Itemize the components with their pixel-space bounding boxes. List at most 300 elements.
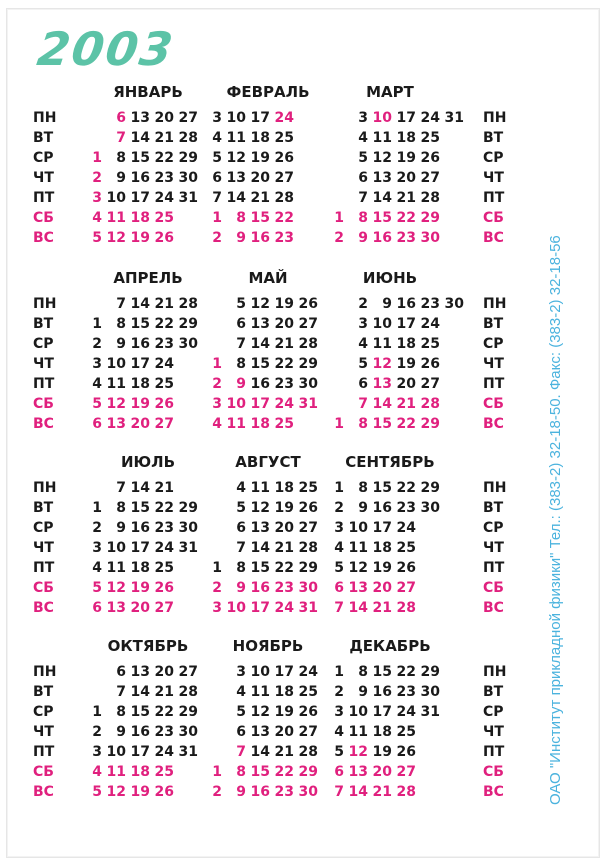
day-cell: 15 [130, 316, 150, 332]
weekday-label: ВС [483, 416, 504, 432]
day-cell: 6 [236, 316, 246, 332]
day-cell: 1 [212, 210, 222, 226]
day-cell: 20 [130, 416, 150, 432]
day-cell: 22 [396, 664, 416, 680]
month-name: МАРТ [366, 83, 414, 101]
day-cell: 11 [372, 130, 392, 146]
day-cell: 24 [154, 744, 174, 760]
day-cell: 28 [420, 396, 440, 412]
day-cell: 26 [154, 396, 174, 412]
day-cell: 14 [348, 600, 368, 616]
day-cell: 6 [358, 170, 368, 186]
day-cell: 13 [348, 764, 368, 780]
month-7 [83, 452, 213, 632]
day-cell: 17 [130, 190, 150, 206]
weekday-label: ЧТ [33, 540, 54, 556]
day-cell: 22 [274, 560, 294, 576]
day-cell: 14 [372, 190, 392, 206]
day-cell: 21 [274, 744, 294, 760]
day-cell: 5 [212, 150, 222, 166]
day-cell: 1 [334, 210, 344, 226]
day-cell: 4 [358, 130, 368, 146]
day-cell: 28 [396, 600, 416, 616]
day-cell: 16 [372, 684, 392, 700]
day-cell: 5 [92, 784, 102, 800]
day-cell: 13 [250, 520, 270, 536]
day-cell: 2 [334, 684, 344, 700]
quarter-block [0, 268, 606, 448]
weekday-label: СР [483, 150, 504, 166]
day-cell: 6 [358, 376, 368, 392]
day-cell: 18 [130, 764, 150, 780]
weekday-label: ЧТ [33, 170, 54, 186]
day-cell: 24 [298, 664, 318, 680]
year-title: 2003 [34, 22, 178, 76]
day-cell: 3 [358, 110, 368, 126]
day-cell: 23 [154, 336, 174, 352]
day-cell: 10 [106, 744, 126, 760]
day-cell: 19 [130, 784, 150, 800]
month-name: ИЮЛЬ [120, 453, 176, 471]
day-cell: 6 [334, 580, 344, 596]
month-10 [83, 636, 213, 816]
day-cell: 8 [116, 150, 126, 166]
day-cell: 4 [92, 210, 102, 226]
day-cell: 19 [274, 500, 294, 516]
month-name: НОЯБРЬ [232, 637, 304, 655]
day-cell: 6 [116, 110, 126, 126]
day-cell: 7 [358, 396, 368, 412]
day-cell: 7 [236, 336, 246, 352]
day-cell: 29 [298, 356, 318, 372]
day-cell: 28 [178, 684, 198, 700]
day-cell: 11 [106, 560, 126, 576]
day-cell: 14 [372, 396, 392, 412]
day-cell: 11 [106, 210, 126, 226]
day-cell: 31 [178, 190, 198, 206]
day-cell: 13 [250, 724, 270, 740]
day-cell: 1 [334, 664, 344, 680]
day-cell: 18 [250, 416, 270, 432]
weekday-label: СБ [33, 210, 54, 226]
day-cell: 22 [154, 150, 174, 166]
day-cell: 4 [92, 764, 102, 780]
day-cell: 30 [420, 500, 440, 516]
day-cell: 28 [420, 190, 440, 206]
day-cell: 17 [396, 110, 416, 126]
day-cell: 18 [130, 560, 150, 576]
day-cell: 13 [106, 600, 126, 616]
day-cell: 11 [106, 764, 126, 780]
day-cell: 10 [372, 110, 392, 126]
day-cell: 11 [226, 416, 246, 432]
weekday-label: ВТ [33, 684, 54, 700]
day-cell: 23 [154, 724, 174, 740]
day-cell: 30 [178, 336, 198, 352]
day-cell: 4 [358, 336, 368, 352]
day-cell: 25 [396, 724, 416, 740]
weekday-label: СБ [33, 764, 54, 780]
day-cell: 10 [348, 520, 368, 536]
day-cell: 22 [396, 416, 416, 432]
day-cell: 17 [396, 316, 416, 332]
day-cell: 10 [372, 316, 392, 332]
day-cell: 26 [274, 150, 294, 166]
day-cell: 20 [274, 724, 294, 740]
day-cell: 21 [250, 190, 270, 206]
day-cell: 15 [130, 704, 150, 720]
weekday-label: ПН [483, 664, 507, 680]
day-cell: 3 [92, 540, 102, 556]
day-cell: 29 [420, 480, 440, 496]
day-cell: 16 [130, 724, 150, 740]
month-2 [203, 82, 333, 262]
day-cell: 2 [92, 520, 102, 536]
day-cell: 25 [154, 210, 174, 226]
day-cell: 24 [396, 520, 416, 536]
day-cell: 19 [372, 744, 392, 760]
day-cell: 18 [130, 376, 150, 392]
day-cell: 30 [444, 296, 464, 312]
day-cell: 26 [154, 230, 174, 246]
day-cell: 7 [116, 130, 126, 146]
day-cell: 10 [106, 540, 126, 556]
weekday-label: ВТ [483, 316, 504, 332]
day-cell: 21 [154, 130, 174, 146]
day-cell: 30 [298, 376, 318, 392]
weekday-label: ВС [33, 600, 54, 616]
day-cell: 23 [396, 230, 416, 246]
day-cell: 13 [372, 376, 392, 392]
day-cell: 14 [130, 296, 150, 312]
day-cell: 24 [274, 600, 294, 616]
day-cell: 22 [274, 764, 294, 780]
day-cell: 10 [106, 356, 126, 372]
weekday-label: ЧТ [33, 356, 54, 372]
weekday-label: ПТ [483, 190, 505, 206]
weekday-label: ЧТ [483, 540, 504, 556]
day-cell: 12 [372, 150, 392, 166]
day-cell: 20 [396, 170, 416, 186]
day-cell: 16 [250, 376, 270, 392]
day-cell: 27 [420, 376, 440, 392]
day-cell: 16 [396, 296, 416, 312]
day-cell: 17 [130, 540, 150, 556]
day-cell: 15 [130, 150, 150, 166]
day-cell: 8 [116, 316, 126, 332]
day-cell: 26 [298, 500, 318, 516]
day-cell: 23 [420, 296, 440, 312]
day-cell: 7 [212, 190, 222, 206]
weekday-label: ПН [33, 664, 57, 680]
day-cell: 29 [420, 416, 440, 432]
day-cell: 9 [116, 724, 126, 740]
day-cell: 28 [298, 540, 318, 556]
weekday-label: ВТ [483, 684, 504, 700]
day-cell: 21 [274, 336, 294, 352]
quarter-block [0, 82, 606, 262]
day-cell: 10 [106, 190, 126, 206]
month-3 [325, 82, 464, 262]
day-cell: 28 [396, 784, 416, 800]
day-cell: 8 [358, 210, 368, 226]
day-cell: 28 [274, 190, 294, 206]
day-cell: 20 [154, 664, 174, 680]
day-cell: 7 [236, 744, 246, 760]
weekday-label: СБ [33, 396, 54, 412]
day-cell: 1 [92, 704, 102, 720]
day-cell: 9 [236, 230, 246, 246]
day-cell: 17 [372, 704, 392, 720]
weekday-label: ВТ [33, 316, 54, 332]
day-cell: 13 [130, 664, 150, 680]
day-cell: 11 [348, 724, 368, 740]
day-cell: 14 [130, 130, 150, 146]
day-cell: 24 [274, 396, 294, 412]
day-cell: 12 [106, 396, 126, 412]
day-cell: 7 [334, 600, 344, 616]
day-cell: 2 [92, 336, 102, 352]
day-cell: 7 [116, 684, 126, 700]
day-cell: 10 [348, 704, 368, 720]
day-cell: 15 [250, 356, 270, 372]
day-cell: 17 [130, 744, 150, 760]
day-cell: 9 [358, 230, 368, 246]
month-12 [325, 636, 455, 816]
weekday-label: ПН [33, 480, 57, 496]
day-cell: 20 [372, 764, 392, 780]
day-cell: 31 [178, 744, 198, 760]
day-cell: 6 [236, 724, 246, 740]
day-cell: 27 [396, 764, 416, 780]
day-cell: 30 [420, 684, 440, 700]
day-cell: 16 [130, 520, 150, 536]
weekday-label: СБ [483, 396, 504, 412]
day-cell: 30 [178, 520, 198, 536]
weekday-label: ВТ [33, 500, 54, 516]
day-cell: 5 [92, 580, 102, 596]
day-cell: 9 [358, 684, 368, 700]
weekday-label: ПТ [33, 376, 55, 392]
day-cell: 26 [420, 150, 440, 166]
day-cell: 24 [154, 540, 174, 556]
day-cell: 13 [348, 580, 368, 596]
day-cell: 13 [226, 170, 246, 186]
day-cell: 1 [212, 560, 222, 576]
weekday-label: ЧТ [483, 724, 504, 740]
day-cell: 27 [298, 316, 318, 332]
day-cell: 4 [334, 540, 344, 556]
day-cell: 14 [130, 684, 150, 700]
day-cell: 2 [212, 784, 222, 800]
weekday-label: СБ [483, 210, 504, 226]
day-cell: 23 [154, 170, 174, 186]
day-cell: 3 [212, 600, 222, 616]
day-cell: 3 [236, 664, 246, 680]
day-cell: 17 [130, 356, 150, 372]
day-cell: 5 [92, 396, 102, 412]
day-cell: 16 [250, 230, 270, 246]
day-cell: 27 [274, 170, 294, 186]
day-cell: 5 [236, 500, 246, 516]
day-cell: 22 [396, 480, 416, 496]
day-cell: 3 [92, 190, 102, 206]
day-cell: 30 [298, 784, 318, 800]
day-cell: 7 [116, 480, 126, 496]
month-name: ФЕВРАЛЬ [226, 83, 310, 101]
day-cell: 23 [274, 784, 294, 800]
day-cell: 19 [130, 396, 150, 412]
day-cell: 16 [130, 336, 150, 352]
weekday-label: ПН [33, 110, 57, 126]
month-4 [83, 268, 213, 448]
day-cell: 31 [298, 600, 318, 616]
day-cell: 4 [334, 724, 344, 740]
day-cell: 5 [358, 356, 368, 372]
day-cell: 6 [92, 600, 102, 616]
day-cell: 3 [92, 356, 102, 372]
day-cell: 20 [154, 110, 174, 126]
weekday-label: ВС [33, 230, 54, 246]
weekday-label: ВТ [483, 500, 504, 516]
day-cell: 27 [420, 170, 440, 186]
month-5 [203, 268, 333, 448]
day-cell: 24 [396, 704, 416, 720]
month-name: АВГУСТ [235, 453, 301, 471]
day-cell: 25 [154, 376, 174, 392]
day-cell: 23 [274, 230, 294, 246]
day-cell: 15 [250, 560, 270, 576]
day-cell: 4 [92, 376, 102, 392]
day-cell: 9 [236, 784, 246, 800]
day-cell: 1 [92, 316, 102, 332]
day-cell: 22 [274, 210, 294, 226]
day-cell: 25 [420, 130, 440, 146]
day-cell: 11 [226, 130, 246, 146]
day-cell: 21 [274, 540, 294, 556]
day-cell: 14 [130, 480, 150, 496]
day-cell: 12 [250, 500, 270, 516]
day-cell: 25 [154, 560, 174, 576]
day-cell: 26 [298, 704, 318, 720]
weekday-label: ПТ [483, 376, 505, 392]
day-cell: 16 [250, 784, 270, 800]
day-cell: 29 [298, 560, 318, 576]
day-cell: 24 [420, 316, 440, 332]
day-cell: 30 [298, 580, 318, 596]
weekday-label: ЧТ [483, 170, 504, 186]
day-cell: 11 [250, 480, 270, 496]
day-cell: 4 [212, 416, 222, 432]
day-cell: 8 [116, 500, 126, 516]
weekday-label: СР [33, 520, 54, 536]
day-cell: 19 [372, 560, 392, 576]
day-cell: 20 [130, 600, 150, 616]
day-cell: 29 [178, 150, 198, 166]
day-cell: 14 [348, 784, 368, 800]
day-cell: 24 [420, 110, 440, 126]
day-cell: 8 [236, 764, 246, 780]
day-cell: 18 [396, 130, 416, 146]
day-cell: 26 [420, 356, 440, 372]
weekday-label: СР [483, 704, 504, 720]
month-9 [325, 452, 455, 632]
day-cell: 12 [106, 784, 126, 800]
day-cell: 17 [250, 600, 270, 616]
day-cell: 8 [236, 560, 246, 576]
day-cell: 25 [298, 480, 318, 496]
day-cell: 25 [274, 130, 294, 146]
day-cell: 18 [130, 210, 150, 226]
day-cell: 9 [116, 520, 126, 536]
day-cell: 29 [178, 500, 198, 516]
month-name: ЯНВАРЬ [113, 83, 183, 101]
weekday-label: ВТ [483, 130, 504, 146]
day-cell: 2 [212, 376, 222, 392]
day-cell: 4 [236, 480, 246, 496]
day-cell: 22 [154, 500, 174, 516]
day-cell: 11 [250, 684, 270, 700]
day-cell: 12 [106, 580, 126, 596]
day-cell: 15 [250, 764, 270, 780]
day-cell: 10 [226, 600, 246, 616]
day-cell: 6 [116, 664, 126, 680]
day-cell: 5 [236, 296, 246, 312]
weekday-label: ЧТ [33, 724, 54, 740]
day-cell: 1 [334, 480, 344, 496]
day-cell: 13 [250, 316, 270, 332]
day-cell: 19 [274, 296, 294, 312]
day-cell: 28 [178, 130, 198, 146]
day-cell: 16 [130, 170, 150, 186]
day-cell: 21 [372, 600, 392, 616]
weekday-label: ВТ [33, 130, 54, 146]
day-cell: 27 [154, 600, 174, 616]
day-cell: 9 [116, 170, 126, 186]
day-cell: 29 [420, 210, 440, 226]
day-cell: 15 [372, 480, 392, 496]
day-cell: 9 [116, 336, 126, 352]
day-cell: 18 [372, 540, 392, 556]
day-cell: 20 [250, 170, 270, 186]
day-cell: 27 [178, 110, 198, 126]
day-cell: 29 [420, 664, 440, 680]
day-cell: 15 [372, 664, 392, 680]
day-cell: 12 [348, 744, 368, 760]
day-cell: 7 [236, 540, 246, 556]
day-cell: 18 [250, 130, 270, 146]
weekday-label: СБ [33, 580, 54, 596]
day-cell: 21 [154, 480, 174, 496]
day-cell: 7 [358, 190, 368, 206]
day-cell: 2 [334, 230, 344, 246]
weekday-label: ПТ [483, 560, 505, 576]
company-contact-text: ОАО "Институт прикладной физики" Тел.: (383-2) 32-18-50. Факс: (383-2) 32-18-56 [547, 235, 564, 805]
day-cell: 23 [274, 376, 294, 392]
day-cell: 16 [372, 230, 392, 246]
day-cell: 22 [154, 316, 174, 332]
day-cell: 25 [420, 336, 440, 352]
day-cell: 30 [178, 170, 198, 186]
day-cell: 2 [358, 296, 368, 312]
day-cell: 27 [396, 580, 416, 596]
day-cell: 2 [212, 230, 222, 246]
day-cell: 13 [372, 170, 392, 186]
day-cell: 9 [236, 376, 246, 392]
day-cell: 2 [92, 170, 102, 186]
day-cell: 7 [334, 784, 344, 800]
day-cell: 18 [274, 480, 294, 496]
